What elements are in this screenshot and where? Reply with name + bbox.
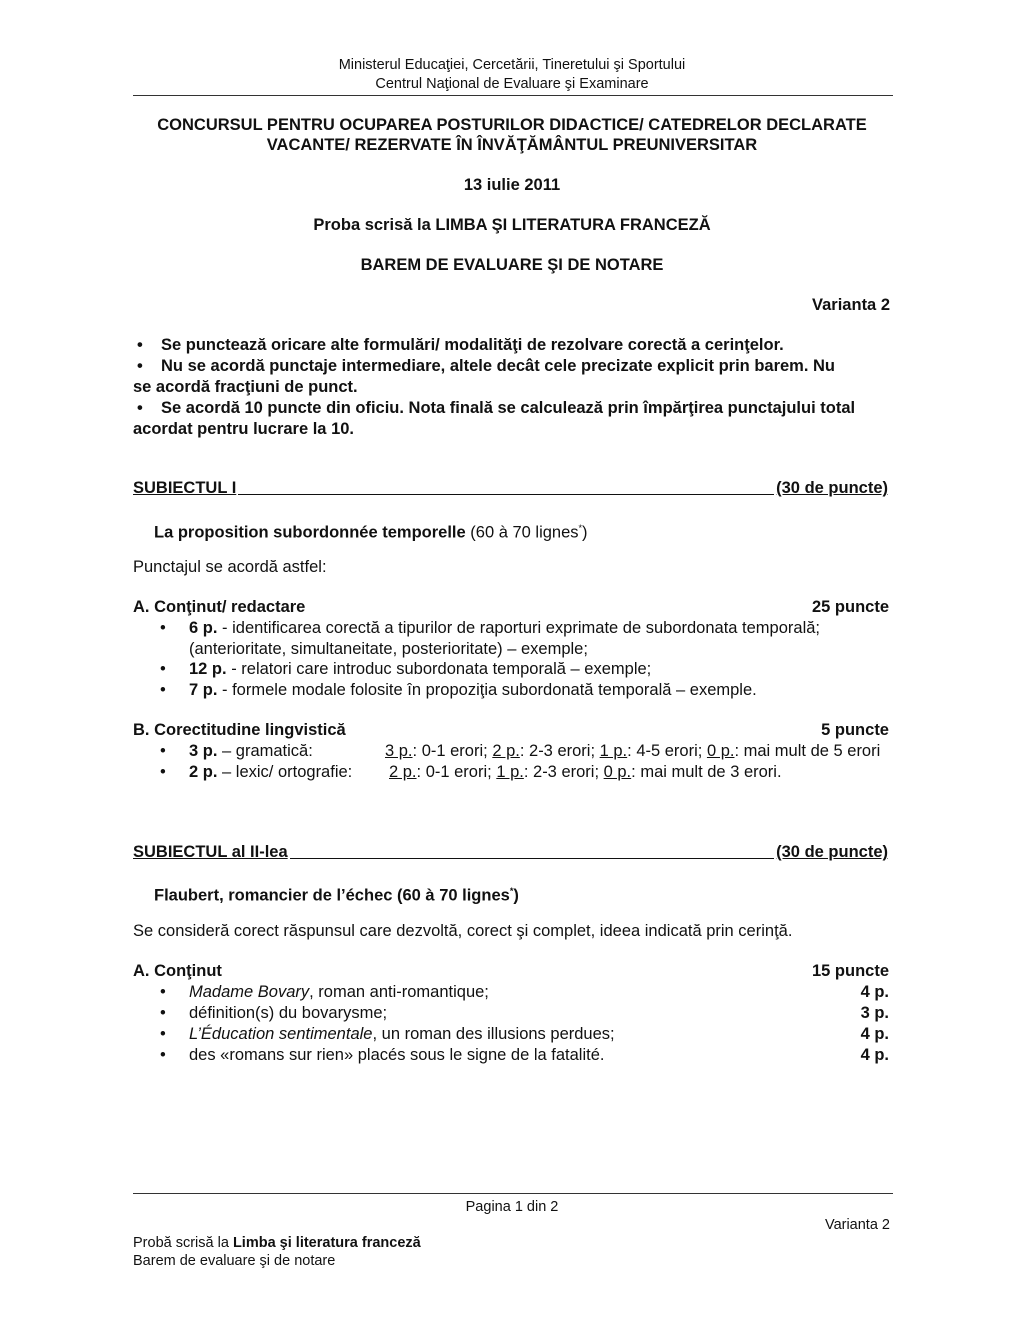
bullet: • xyxy=(160,742,166,760)
subject2-heading: SUBIECTUL al II-lea (30 de puncte) xyxy=(133,843,888,861)
subject1-section-a: A. Conţinut/ redactare xyxy=(133,598,306,616)
header-divider xyxy=(133,95,893,96)
footer-variant: Varianta 2 xyxy=(824,1217,890,1233)
exam-title: Proba scrisă la LIMBA ŞI LITERATURA FRANCEZĂ xyxy=(313,216,711,234)
subject1-heading: SUBIECTUL I (30 de puncte) xyxy=(133,479,888,497)
subject2-item-4-points: 4 p. xyxy=(860,1046,889,1064)
subject1-item-b2: 2 p. – lexic/ ortografie: xyxy=(189,763,353,781)
bullet: • xyxy=(160,1046,166,1064)
subject1-item-a3: 7 p. - formele modale folosite în propoziţia subordonată temporală – exemple. xyxy=(189,681,757,699)
subject2-item-3-points: 4 p. xyxy=(860,1025,889,1043)
rule-2-cont: se acordă fracţiuni de punct. xyxy=(133,378,358,396)
title-line1: CONCURSUL PENTRU OCUPAREA POSTURILOR DIDACTICE/ CATEDRELOR DECLARATE xyxy=(157,116,867,134)
subject2-topic: Flaubert, romancier de l’échec (60 à 70 lignes*) xyxy=(154,886,519,905)
rule-3-cont: acordat pentru lucrare la 10. xyxy=(133,420,355,438)
barem-title: BAREM DE EVALUARE ŞI DE NOTARE xyxy=(360,256,664,274)
subject1-topic: La proposition subordonnée temporelle (60 à 70 lignes*) xyxy=(154,523,588,542)
subject2-item-1: Madame Bovary, roman anti-romantique; xyxy=(189,983,489,1001)
bullet: • xyxy=(160,681,166,699)
header-ministry: Ministerul Educaţiei, Cercetării, Tineretului şi Sportului xyxy=(338,57,686,73)
subject2-section-a-points: 15 puncte xyxy=(811,962,889,980)
subject1-item-a2: 12 p. - relatori care introduc subordonata temporală – exemple; xyxy=(189,660,652,678)
footer-page-number: Pagina 1 din 2 xyxy=(465,1199,559,1215)
subject2-item-4: des «romans sur rien» placés sous le signe de la fatalité. xyxy=(189,1046,605,1064)
exam-date: 13 iulie 2011 xyxy=(463,176,561,194)
bullet: • xyxy=(160,619,166,637)
bullet: • xyxy=(160,1025,166,1043)
subject2-intro: Se consideră corect răspunsul care dezvoltă, corect şi complet, ideea indicată prin cerinţă. xyxy=(133,922,793,940)
bullet: • xyxy=(160,1004,166,1022)
subject1-item-b1: 3 p. – gramatică: xyxy=(189,742,313,760)
subject1-item-b2-scale: 2 p.: 0-1 erori; 1 p.: 2-3 erori; 0 p.: mai mult de 3 erori. xyxy=(389,763,782,781)
subject1-item-a1: 6 p. - identificarea corectă a tipurilor de raporturi exprimate de subordonata temporală; xyxy=(189,619,821,637)
rule-1: Se punctează oricare alte formulări/ modalităţi de rezolvare corectă a cerinţelor. xyxy=(161,336,784,354)
title-line2: VACANTE/ REZERVATE ÎN ÎNVĂŢĂMÂNTUL PREUNIVERSITAR xyxy=(266,136,758,154)
subject1-section-b-points: 5 puncte xyxy=(821,721,889,739)
footer-divider xyxy=(133,1193,893,1194)
bullet: • xyxy=(160,983,166,1001)
subject1-section-a-points: 25 puncte xyxy=(811,598,889,616)
rule-3: Se acordă 10 puncte din oficiu. Nota finală se calculează prin împărţirea punctajului total xyxy=(161,399,856,417)
rule-2: Nu se acordă punctaje intermediare, altele decât cele precizate explicit prin barem. Nu xyxy=(161,357,836,375)
subject2-item-2-points: 3 p. xyxy=(860,1004,889,1022)
rule-bullet: • xyxy=(137,336,143,354)
footer-barem: Barem de evaluare şi de notare xyxy=(133,1253,336,1269)
bullet: • xyxy=(160,660,166,678)
subject1-item-b1-scale: 3 p.: 0-1 erori; 2 p.: 2-3 erori; 1 p.: 4-5 erori; 0 p.: mai mult de 5 erori xyxy=(385,742,881,760)
subject1-intro: Punctajul se acordă astfel: xyxy=(133,558,327,576)
subject2-item-1-points: 4 p. xyxy=(860,983,889,1001)
header-center: Centrul Naţional de Evaluare şi Examinare xyxy=(375,76,649,92)
bullet: • xyxy=(160,763,166,781)
rule-bullet: • xyxy=(137,399,143,417)
rule-bullet: • xyxy=(137,357,143,375)
subject2-item-3: L’Éducation sentimentale, un roman des illusions perdues; xyxy=(189,1025,615,1043)
subject2-section-a: A. Conţinut xyxy=(133,962,222,980)
variant-label: Varianta 2 xyxy=(812,296,890,314)
subject1-item-a1-cont: (anterioritate, simultaneitate, posterioritate) – exemple; xyxy=(189,640,588,658)
footer-proba: Probă scrisă la Limba şi literatura franceză xyxy=(133,1235,421,1251)
subject1-section-b: B. Corectitudine lingvistică xyxy=(133,721,346,739)
subject2-item-2: définition(s) du bovarysme; xyxy=(189,1004,388,1022)
